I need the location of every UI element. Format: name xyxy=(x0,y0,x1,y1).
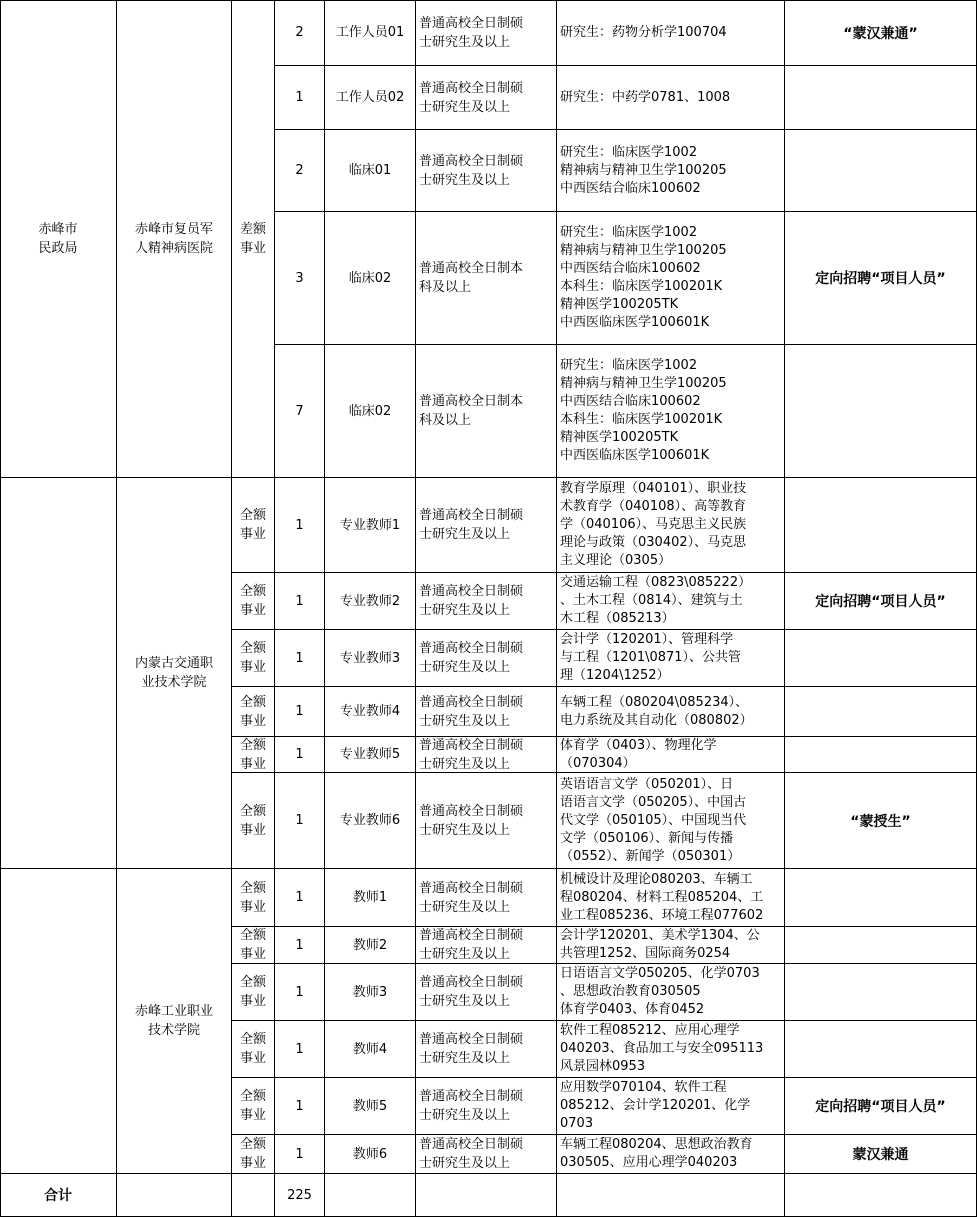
note-cell-7 xyxy=(785,630,977,687)
num-cell-0 xyxy=(275,0,325,66)
edu-cell-16-text: 普通高校全日制硕 士研究生及以上 xyxy=(419,1137,524,1171)
major-cell-1 xyxy=(557,66,785,130)
major-cell-0-text: 研究生：药物分析学100704 xyxy=(560,24,727,40)
type-cell-row-13 xyxy=(232,964,275,1021)
total-empty-3 xyxy=(325,1174,416,1217)
edu-cell-14 xyxy=(416,1021,557,1078)
edu-cell-3 xyxy=(416,212,557,345)
total-empty-2 xyxy=(232,1174,275,1217)
num-cell-16-text: 1 xyxy=(295,1146,304,1162)
title-cell-13-text: 教师3 xyxy=(352,984,388,1000)
edu-cell-5-text: 普通高校全日制硕 士研究生及以上 xyxy=(419,508,524,542)
num-cell-5 xyxy=(275,478,325,573)
note-cell-11 xyxy=(785,869,977,927)
note-cell-8 xyxy=(785,687,977,737)
major-cell-3-text: 研究生：临床医学1002 精神病与精神卫生学100205 中西医结合临床100602 本科生：临床医学100201K 精神医学100205TK 中西医临床医学100601K xyxy=(560,225,727,330)
num-cell-2-text: 2 xyxy=(295,163,304,178)
major-cell-16-text: 车辆工程080204、思想政治教育 030505、应用心理学040203 xyxy=(560,1137,753,1170)
major-cell-6 xyxy=(557,573,785,630)
num-cell-16 xyxy=(275,1135,325,1174)
major-cell-14-text: 软件工程085212、应用心理学 040203、食品加工与安全095113 风景园林0953 xyxy=(560,1023,764,1074)
title-cell-9 xyxy=(325,737,416,773)
edu-cell-6 xyxy=(416,573,557,630)
title-cell-10 xyxy=(325,773,416,869)
edu-cell-12-text: 普通高校全日制硕 士研究生及以上 xyxy=(419,928,524,962)
edu-cell-10 xyxy=(416,773,557,869)
edu-cell-13-text: 普通高校全日制硕 士研究生及以上 xyxy=(419,975,524,1009)
type-cell-0 xyxy=(232,0,275,478)
num-cell-11-text: 1 xyxy=(295,890,304,905)
major-cell-16 xyxy=(557,1135,785,1174)
note-cell-3-text: 定向招聘“项目人员” xyxy=(815,271,946,287)
note-cell-0-text: “蒙汉兼通” xyxy=(843,25,918,42)
major-cell-12-text: 会计学120201、美术学1304、公 共管理1252、国际商务0254 xyxy=(560,928,760,961)
major-cell-13 xyxy=(557,964,785,1021)
major-cell-2 xyxy=(557,130,785,212)
num-cell-10 xyxy=(275,773,325,869)
total-empty-6 xyxy=(785,1174,977,1217)
num-cell-15 xyxy=(275,1078,325,1135)
title-cell-3-text: 临床02 xyxy=(348,270,392,286)
total-value-text: 225 xyxy=(287,1187,312,1203)
edu-cell-4-text: 普通高校全日制本 科及以上 xyxy=(419,394,524,428)
type-cell-row-14 xyxy=(232,1021,275,1078)
edu-cell-14-text: 普通高校全日制硕 士研究生及以上 xyxy=(419,1032,524,1066)
title-cell-13 xyxy=(325,964,416,1021)
edu-cell-8-text: 普通高校全日制硕 士研究生及以上 xyxy=(419,694,524,729)
major-cell-10-text: 英语语言文学（050201）、日 语语言文学（050205）、中国古 代文学（050105）、中国现当代 文学（050106）、新闻与传播 （0552）、新闻学（050301） xyxy=(560,776,747,864)
title-cell-0-text: 工作人员01 xyxy=(335,25,405,40)
title-cell-11-text: 教师1 xyxy=(352,890,388,905)
total-label xyxy=(0,1174,117,1217)
edu-cell-16 xyxy=(416,1135,557,1174)
note-cell-16 xyxy=(785,1135,977,1174)
note-cell-1 xyxy=(785,66,977,130)
num-cell-7 xyxy=(275,630,325,687)
type-cell-row-9-text: 全额 事业 xyxy=(239,737,266,772)
type-cell-row-16-text: 全额 事业 xyxy=(239,1137,266,1171)
total-empty-1 xyxy=(117,1174,232,1217)
title-cell-9-text: 专业教师5 xyxy=(339,747,401,762)
num-cell-2 xyxy=(275,130,325,212)
type-cell-row-12 xyxy=(232,927,275,964)
major-cell-13-text: 日语语言文学050205、化学0703 、思想政治教育030505 体育学0403、体育0452 xyxy=(560,966,760,1017)
num-cell-0-text: 2 xyxy=(295,25,304,40)
title-cell-2 xyxy=(325,130,416,212)
note-cell-10 xyxy=(785,773,977,869)
title-cell-14 xyxy=(325,1021,416,1078)
num-cell-6 xyxy=(275,573,325,630)
type-cell-row-6-text: 全额 事业 xyxy=(239,584,266,618)
title-cell-1-text: 工作人员02 xyxy=(335,90,405,105)
major-cell-12 xyxy=(557,927,785,964)
edu-cell-2 xyxy=(416,130,557,212)
major-cell-6-text: 交通运输工程（0823\085222） 、土木工程（0814）、建筑与土 木工程（085213） xyxy=(560,575,752,626)
major-cell-9 xyxy=(557,737,785,773)
major-cell-8-text: 车辆工程（080204\085234）、 电力系统及其自动化（080802） xyxy=(560,694,753,728)
edu-cell-1-text: 普通高校全日制硕 士研究生及以上 xyxy=(419,80,524,115)
num-cell-9 xyxy=(275,737,325,773)
type-cell-row-5-text: 全额 事业 xyxy=(239,508,266,542)
unit-cell-2-text: 赤峰工业职业 技术学院 xyxy=(134,1004,213,1038)
total-empty-5 xyxy=(557,1174,785,1217)
edu-cell-7-text: 普通高校全日制硕 士研究生及以上 xyxy=(419,641,524,675)
num-cell-7-text: 1 xyxy=(295,650,304,666)
title-cell-6-text: 专业教师2 xyxy=(339,593,401,609)
type-cell-row-14-text: 全额 事业 xyxy=(239,1032,266,1066)
dept-cell-0 xyxy=(0,0,117,478)
type-cell-row-16 xyxy=(232,1135,275,1174)
type-cell-row-15 xyxy=(232,1078,275,1135)
num-cell-13 xyxy=(275,964,325,1021)
edu-cell-9 xyxy=(416,737,557,773)
major-cell-14 xyxy=(557,1021,785,1078)
title-cell-8 xyxy=(325,687,416,737)
edu-cell-7 xyxy=(416,630,557,687)
major-cell-15 xyxy=(557,1078,785,1135)
num-cell-8-text: 1 xyxy=(295,704,304,719)
num-cell-10-text: 1 xyxy=(295,813,304,828)
num-cell-9-text: 1 xyxy=(295,747,304,762)
edu-cell-2-text: 普通高校全日制硕 士研究生及以上 xyxy=(419,153,524,188)
type-cell-0-text: 差额 事业 xyxy=(239,221,266,256)
title-cell-5 xyxy=(325,478,416,573)
title-cell-0 xyxy=(325,0,416,66)
total-label-text: 合计 xyxy=(44,1188,72,1204)
num-cell-1-text: 1 xyxy=(295,90,304,105)
note-cell-6 xyxy=(785,573,977,630)
title-cell-7 xyxy=(325,630,416,687)
edu-cell-11 xyxy=(416,869,557,927)
type-cell-row-9 xyxy=(232,737,275,773)
note-cell-12 xyxy=(785,927,977,964)
note-cell-3 xyxy=(785,212,977,345)
edu-cell-15 xyxy=(416,1078,557,1135)
type-cell-row-6 xyxy=(232,573,275,630)
title-cell-10-text: 专业教师6 xyxy=(339,813,401,828)
type-cell-row-8-text: 全额 事业 xyxy=(239,694,266,729)
num-cell-11 xyxy=(275,869,325,927)
title-cell-2-text: 临床01 xyxy=(348,163,392,178)
type-cell-row-8 xyxy=(232,687,275,737)
unit-cell-1-text: 内蒙古交通职 业技术学院 xyxy=(134,656,213,690)
num-cell-3 xyxy=(275,212,325,345)
major-cell-7-text: 会计学（120201）、管理科学 与工程（1201\0871）、公共管 理（1204\1252） xyxy=(560,632,742,683)
title-cell-11 xyxy=(325,869,416,927)
note-cell-10-text: “蒙授生” xyxy=(850,813,911,830)
unit-cell-2 xyxy=(117,869,232,1174)
title-cell-5-text: 专业教师1 xyxy=(339,517,401,533)
num-cell-8 xyxy=(275,687,325,737)
major-cell-11 xyxy=(557,869,785,927)
total-value xyxy=(275,1174,325,1217)
type-cell-row-10 xyxy=(232,773,275,869)
type-cell-row-13-text: 全额 事业 xyxy=(239,975,266,1009)
major-cell-15-text: 应用数学070104、软件工程 085212、会计学120201、化学 0703 xyxy=(560,1080,751,1131)
edu-cell-10-text: 普通高校全日制硕 士研究生及以上 xyxy=(419,803,524,838)
dept-cell-0-text: 赤峰市 民政局 xyxy=(38,221,78,256)
edu-cell-15-text: 普通高校全日制硕 士研究生及以上 xyxy=(419,1089,524,1123)
title-cell-8-text: 专业教师4 xyxy=(339,704,401,719)
note-cell-9 xyxy=(785,737,977,773)
note-cell-6-text: 定向招聘“项目人员” xyxy=(815,594,946,610)
major-cell-4-text: 研究生：临床医学1002 精神病与精神卫生学100205 中西医结合临床100602 本科生：临床医学100201K 精神医学100205TK 中西医临床医学100601K xyxy=(560,358,727,463)
num-cell-1 xyxy=(275,66,325,130)
title-cell-12 xyxy=(325,927,416,964)
title-cell-15 xyxy=(325,1078,416,1135)
note-cell-13 xyxy=(785,964,977,1021)
num-cell-4-text: 7 xyxy=(295,403,304,419)
edu-cell-4 xyxy=(416,345,557,478)
title-cell-15-text: 教师5 xyxy=(352,1098,388,1114)
major-cell-8 xyxy=(557,687,785,737)
title-cell-12-text: 教师2 xyxy=(352,937,388,953)
edu-cell-9-text: 普通高校全日制硕 士研究生及以上 xyxy=(419,737,524,772)
unit-cell-1 xyxy=(117,478,232,869)
title-cell-6 xyxy=(325,573,416,630)
total-empty-4 xyxy=(416,1174,557,1217)
major-cell-5 xyxy=(557,478,785,573)
title-cell-16 xyxy=(325,1135,416,1174)
unit-cell-0 xyxy=(117,0,232,478)
edu-cell-3-text: 普通高校全日制本 科及以上 xyxy=(419,261,524,295)
type-cell-row-11 xyxy=(232,869,275,927)
edu-cell-11-text: 普通高校全日制硕 士研究生及以上 xyxy=(419,880,524,915)
note-cell-2 xyxy=(785,130,977,212)
title-cell-14-text: 教师4 xyxy=(352,1041,388,1057)
unit-cell-0-text: 赤峰市复员军 人精神病医院 xyxy=(134,221,213,256)
num-cell-13-text: 1 xyxy=(295,984,304,1000)
note-cell-16-text: 蒙汉兼通 xyxy=(852,1147,909,1163)
major-cell-9-text: 体育学（0403）、物理化学 （070304） xyxy=(560,737,717,771)
type-cell-row-15-text: 全额 事业 xyxy=(239,1089,266,1123)
type-cell-row-12-text: 全额 事业 xyxy=(239,928,266,962)
major-cell-5-text: 教育学原理（040101）、职业技 术教育学（040108）、高等教育 学（040106）、马克思主义民族 理论与政策（030402）、马克思 主义理论（0305） xyxy=(560,481,747,568)
type-cell-row-5 xyxy=(232,478,275,573)
note-cell-5 xyxy=(785,478,977,573)
type-cell-row-7 xyxy=(232,630,275,687)
note-cell-0 xyxy=(785,0,977,66)
num-cell-12 xyxy=(275,927,325,964)
edu-cell-12 xyxy=(416,927,557,964)
num-cell-12-text: 1 xyxy=(295,937,304,953)
note-cell-14 xyxy=(785,1021,977,1078)
edu-cell-13 xyxy=(416,964,557,1021)
num-cell-6-text: 1 xyxy=(295,593,304,609)
major-cell-1-text: 研究生：中药学0781、1008 xyxy=(560,89,731,105)
major-cell-10 xyxy=(557,773,785,869)
note-cell-15 xyxy=(785,1078,977,1135)
type-cell-row-10-text: 全额 事业 xyxy=(239,803,266,838)
title-cell-1 xyxy=(325,66,416,130)
num-cell-5-text: 1 xyxy=(295,517,304,533)
title-cell-4 xyxy=(325,345,416,478)
edu-cell-0-text: 普通高校全日制硕 士研究生及以上 xyxy=(419,15,524,50)
num-cell-4 xyxy=(275,345,325,478)
title-cell-4-text: 临床02 xyxy=(348,403,392,419)
edu-cell-6-text: 普通高校全日制硕 士研究生及以上 xyxy=(419,584,524,618)
num-cell-14 xyxy=(275,1021,325,1078)
major-cell-7 xyxy=(557,630,785,687)
dept-cell-2 xyxy=(0,869,117,1174)
title-cell-3 xyxy=(325,212,416,345)
edu-cell-1 xyxy=(416,66,557,130)
num-cell-15-text: 1 xyxy=(295,1098,304,1114)
edu-cell-0 xyxy=(416,0,557,66)
note-cell-4 xyxy=(785,345,977,478)
edu-cell-8 xyxy=(416,687,557,737)
edu-cell-5 xyxy=(416,478,557,573)
major-cell-11-text: 机械设计及理论080203、车辆工 程080204、材料工程085204、工 业工程085236、环境工程077602 xyxy=(560,871,764,923)
type-cell-row-11-text: 全额 事业 xyxy=(239,880,266,915)
num-cell-3-text: 3 xyxy=(295,270,304,286)
major-cell-0 xyxy=(557,0,785,66)
type-cell-row-7-text: 全额 事业 xyxy=(239,641,266,675)
note-cell-15-text: 定向招聘“项目人员” xyxy=(815,1099,946,1115)
major-cell-2-text: 研究生：临床医学1002 精神病与精神卫生学100205 中西医结合临床100602 xyxy=(560,144,727,196)
num-cell-14-text: 1 xyxy=(295,1041,304,1057)
title-cell-16-text: 教师6 xyxy=(352,1146,388,1162)
title-cell-7-text: 专业教师3 xyxy=(339,650,401,666)
major-cell-3 xyxy=(557,212,785,345)
dept-cell-1 xyxy=(0,478,117,869)
major-cell-4 xyxy=(557,345,785,478)
